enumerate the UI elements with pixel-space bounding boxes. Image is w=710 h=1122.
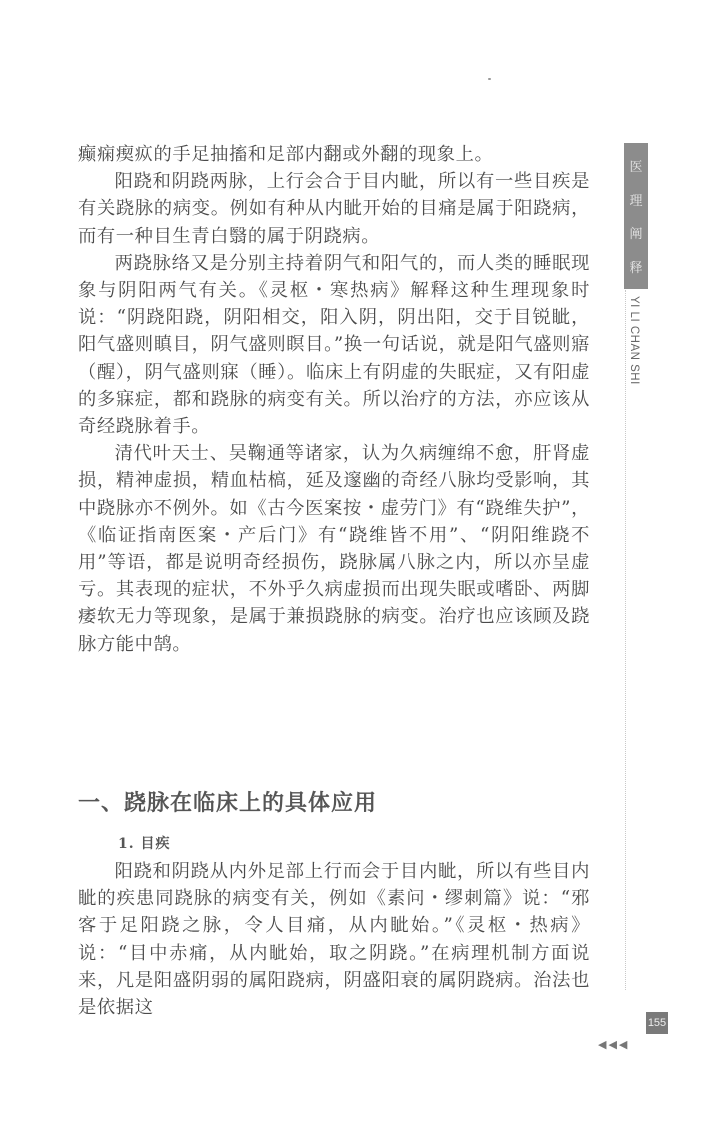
body-text (78, 141, 590, 658)
scan-speck (488, 78, 491, 80)
margin-dotted-rule (625, 290, 626, 990)
sub-heading: 1. 目疾 (118, 836, 171, 852)
paragraph: 清代叶天士、吴鞠通等诸家，认为久病缠绵不愈，肝肾虚损，精神虚损，精血枯槁，延及邃幽的奇经八脉均受影响，其中跷脉亦不例外。如《古今医案按・虚劳门》有“跷维失护”，《临证指南医案・产后门》有“跷维皆不用”、“阴阳维跷不用”等语，都是说明奇经损伤，跷脉属八脉之内，所以亦呈虚亏。其表现的症状，不外乎久病虚损而出现失眠或嗜卧、两脚痿软无力等现象，是属于兼损跷脉的病变。治疗也应该顾及跷脉方能中鹄。 (78, 443, 590, 655)
chapter-pinyin-label: YI LI CHAN SHI (628, 296, 640, 385)
side-tab-char: 阐 (629, 227, 643, 243)
section-heading: 一、跷脉在临床上的具体应用 (78, 791, 378, 816)
paragraph: 癫痫瘈疭的手足抽搐和足部内翻或外翻的现象上。 (78, 144, 494, 165)
chapter-side-tab (624, 143, 648, 289)
page-number: 155 (646, 1012, 668, 1034)
paragraph: 阳跷和阴跷两脉，上行会合于目内眦，所以有一些目疾是有关跷脉的病变。例如有种从内眦开始的目痛是属于阳跷病，而有一种目生青白翳的属于阴跷病。 (78, 171, 590, 247)
paragraph: 两跷脉络又是分别主持着阴气和阳气的，而人类的睡眠现象与阴阳两气有关。《灵枢・寒热病》解释这种生理现象时说：“阴跷阳跷，阴阳相交，阳入阴，阴出阳，交于目锐眦，阳气盛则瞋目，阴气盛则瞑目。”换一句话说，就是阳气盛则寤（醒），阴气盛则寐（睡）。临床上有阴虚的失眠症，又有阳虚的多寐症，都和跷脉的病变有关。所以治疗的方法，亦应该从奇经跷脉着手。 (78, 252, 590, 438)
side-tab-char: 理 (629, 193, 643, 209)
side-tab-char: 释 (629, 260, 643, 276)
side-tab-char: 医 (629, 160, 643, 176)
section-body-text (78, 858, 590, 1021)
page-arrows-icon: ◀◀◀ (598, 1038, 630, 1051)
paragraph: 阳跷和阴跷从内外足部上行而会于目内眦，所以有些目内眦的疾患同跷脉的病变有关，例如《素问・缪刺篇》说：“邪客于足阳跷之脉，令人目痛，从内眦始。”《灵枢・热病》说：“目中赤痛，从内眦始，取之阴跷。”在病理机制方面说来，凡是阳盛阴弱的属阳跷病，阴盛阳衰的属阴跷病。治法也是依据这 (78, 861, 590, 1019)
